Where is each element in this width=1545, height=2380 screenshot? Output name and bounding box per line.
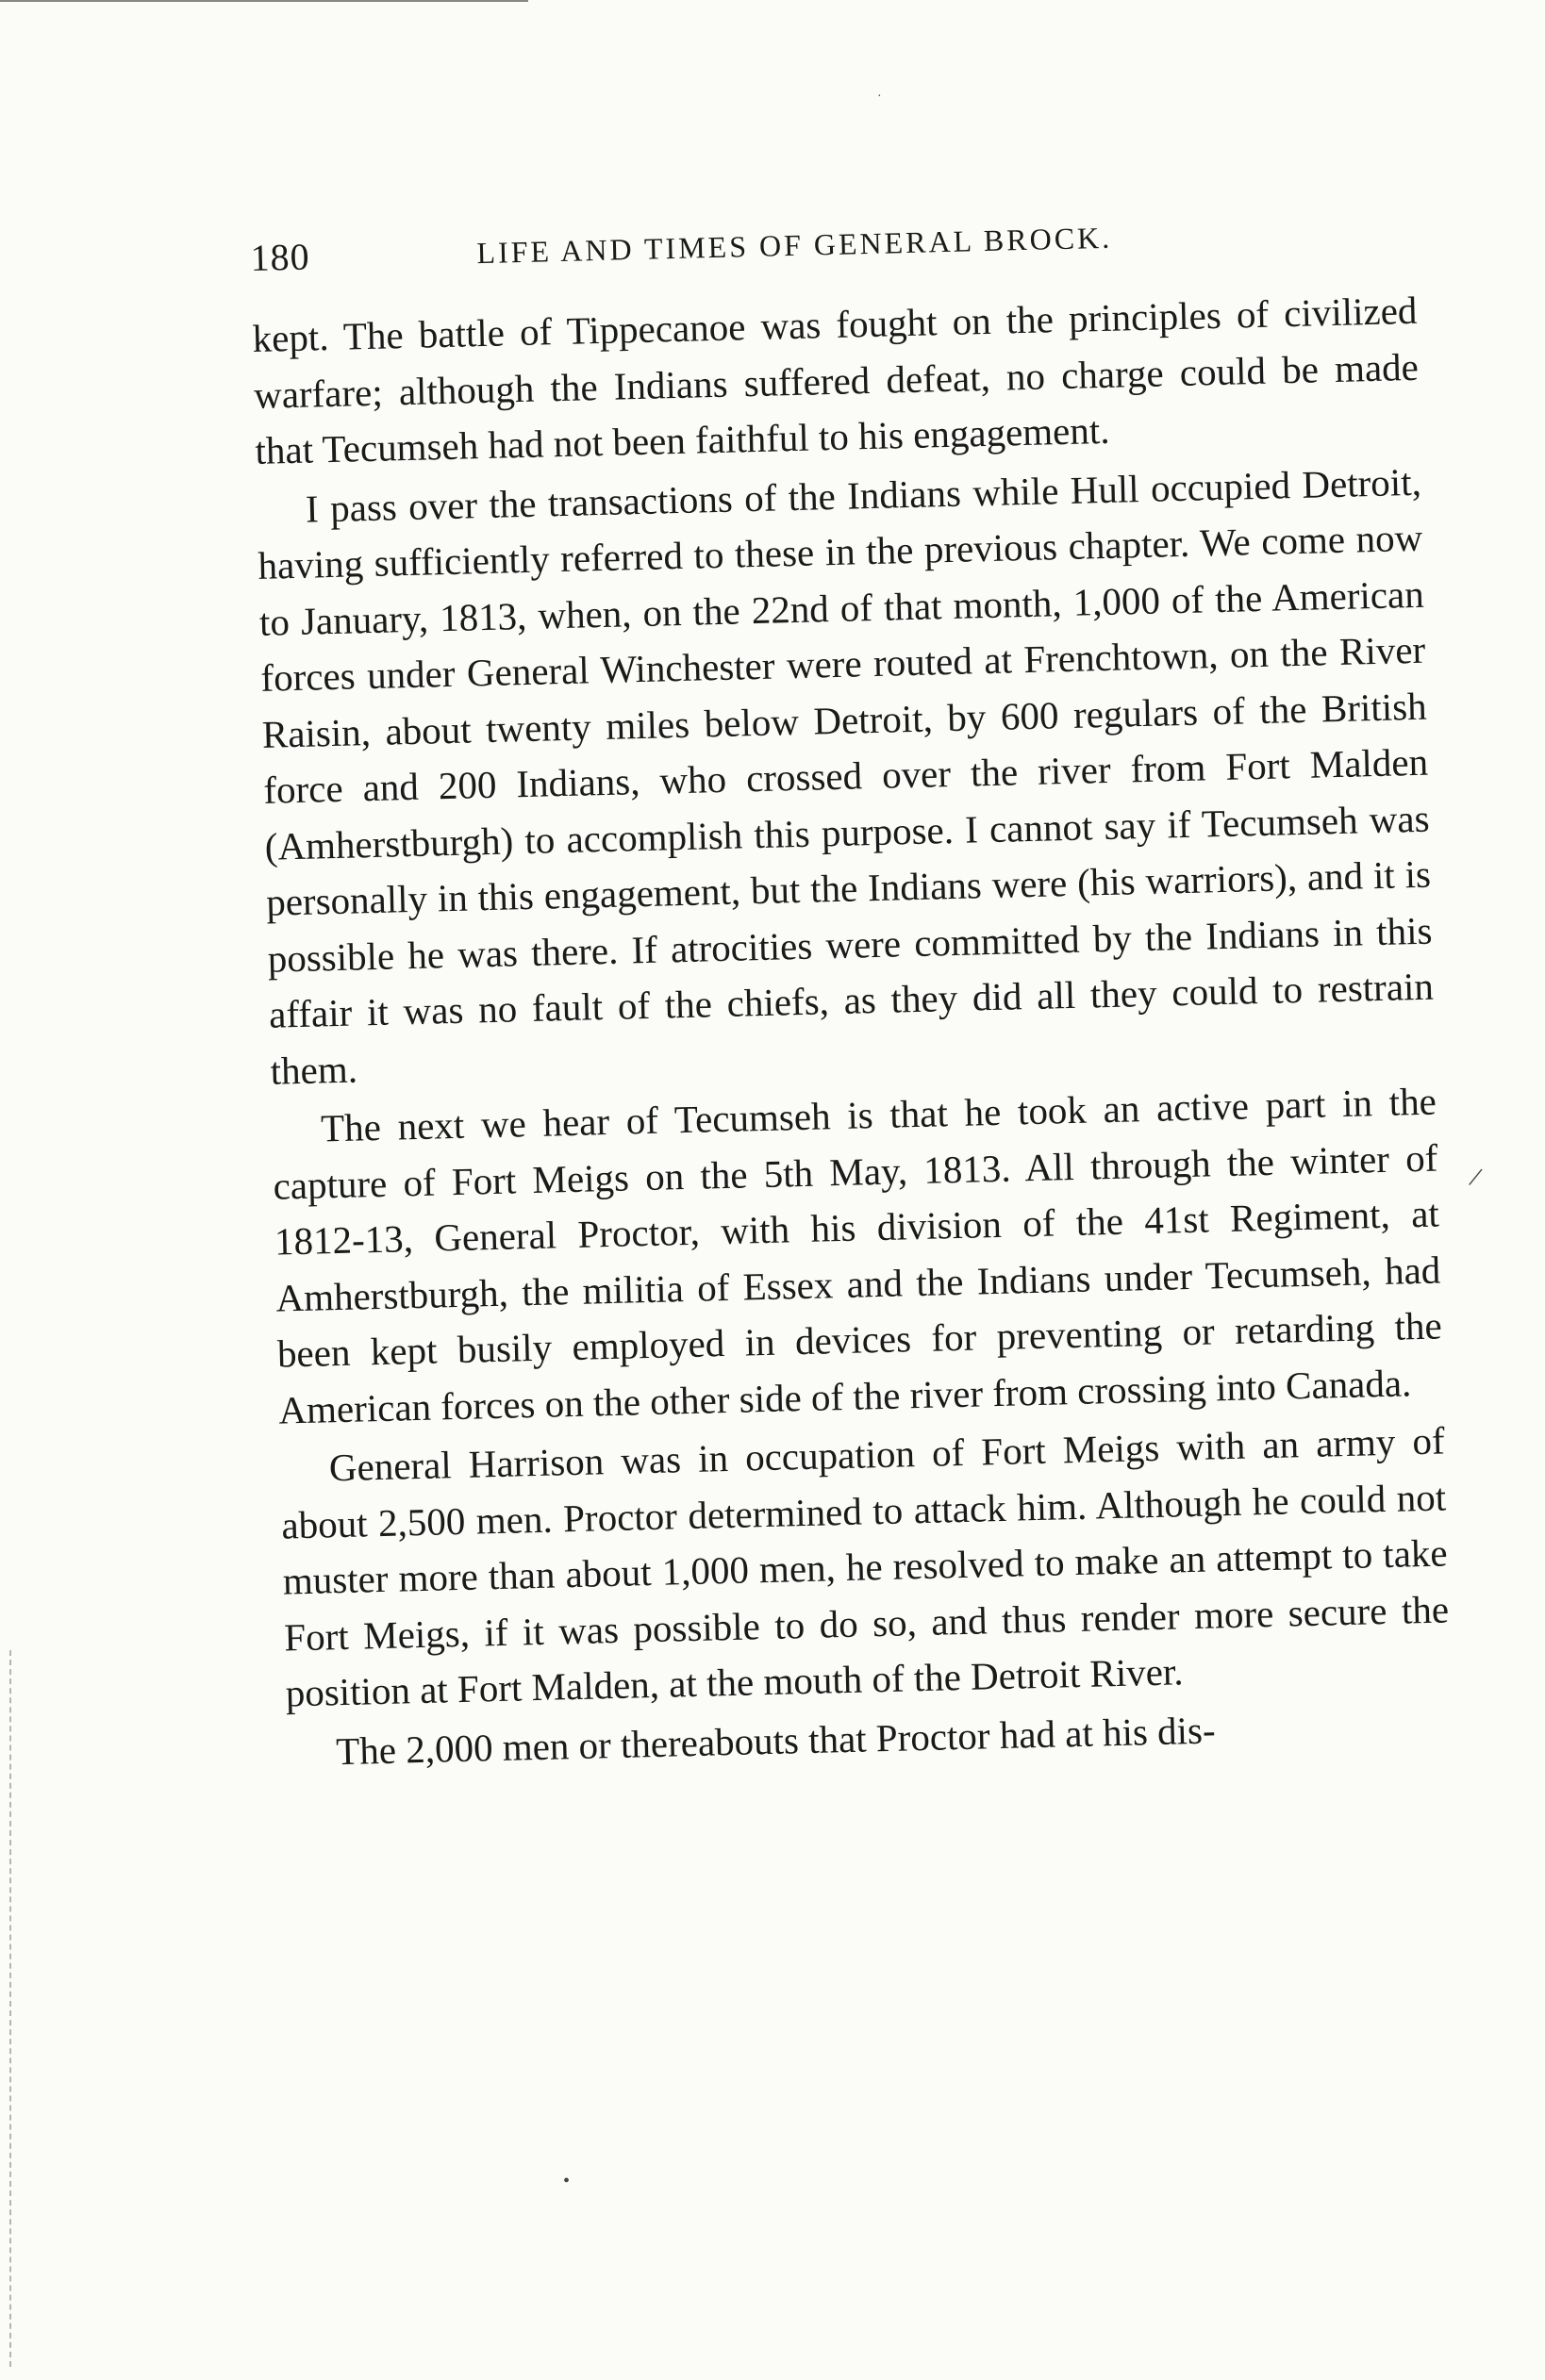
- scan-speck-bottom: •: [563, 2171, 571, 2191]
- paragraph-harrison: General Harrison was in occupation of Fort Meigs with an army of about 2,500 men. Proctor determined to attack him. Although he could not muster more than about 1,000 men, he resolved to make an attempt to take Fort Meigs, if it was possible to do so, and thus render more secure the position at Fort Malden, at the mouth of the Detroit River.: [280, 1418, 1450, 1715]
- paragraph-proctor-forces: The 2,000 men or thereabouts that Proctor had at his dis-: [335, 1707, 1217, 1773]
- book-page: [250, 207, 1453, 1781]
- scan-speck-top: ·: [877, 90, 882, 104]
- running-title: LIFE AND TIMES OF GENERAL BROCK.: [476, 220, 1113, 271]
- scan-speck-margin: /: [1466, 1161, 1485, 1194]
- paragraph-fort-meigs: The next we hear of Tecumseh is that he took an active part in the capture of Fort Meigs on the 5th May, 1813. All through the winter of 1812-13, General Proctor, with his division of the 41st Regiment, at Amherstburgh, the militia of Essex and the Indians under Tecumseh, had been kept busily employed in devices for preventing or retarding the American forces on the other side of the river from crossing into Canada.: [273, 1079, 1443, 1432]
- paragraph-winchester: I pass over the transactions of the Indians while Hull occupied Detroit, having sufficiently referred to these in the previous chapter. We come now to January, 1813, when, on the 22nd of that month, 1,000 of the American forces under General Winchester were routed at Frenchtown, on the River Raisin, about twenty miles below Detroit, by 600 regulars of the British force and 200 Indians, who crossed over the river from Fort Malden (Amherstburgh) to accomplish this purpose. I cannot say if Tecumseh was personally in this engagement, but the Indians were (his warriors), and it is possible he was there. If atrocities were committed by the Indians in this affair it was no fault of the chiefs, as they did all they could to restrain them.: [257, 459, 1435, 1093]
- scan-top-rule: [0, 0, 528, 2]
- scan-left-edge: [9, 1650, 13, 2367]
- paragraph-continuation: kept. The battle of Tippecanoe was fought on the principles of civilized warfare; although the Indians suffered defeat, no charge could be made that Tecumseh had not been faithful to his engagement.: [252, 288, 1420, 472]
- page-number: 180: [250, 235, 311, 279]
- body-text: [252, 283, 1453, 1781]
